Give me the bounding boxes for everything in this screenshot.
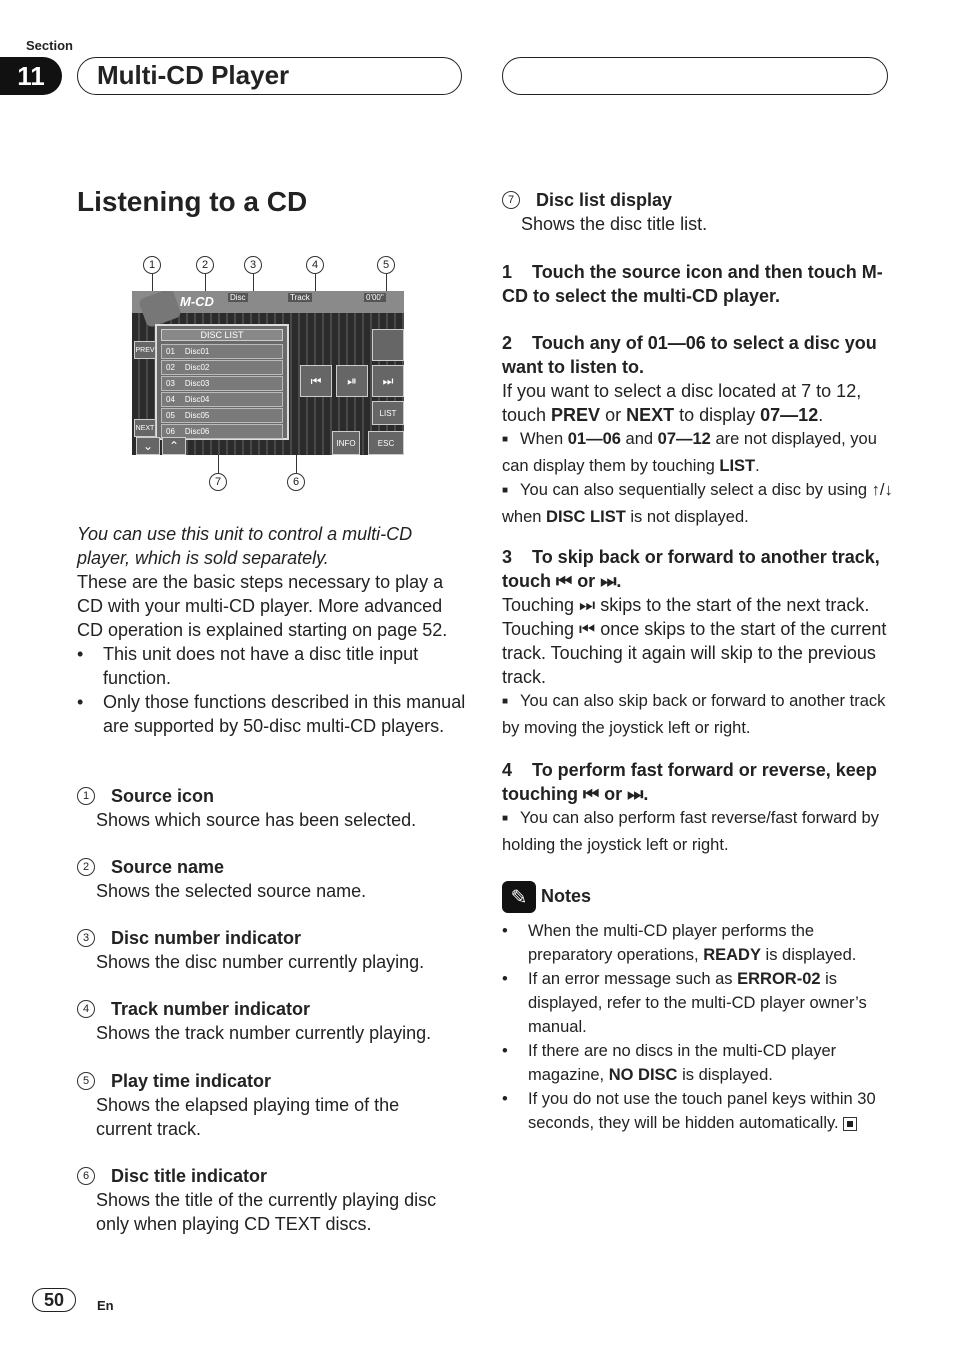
page-number: 50 xyxy=(32,1288,76,1312)
callout-6: 6 xyxy=(287,473,305,491)
legend-item-4: 4 Track number indicator Shows the track number currently playing. xyxy=(77,997,467,1045)
notes-title: Notes xyxy=(541,886,592,906)
list-item: • This unit does not have a disc title input function. xyxy=(77,644,419,688)
list-item[interactable]: 05 Disc05 xyxy=(161,408,283,423)
skip-back-icon: ⏮ xyxy=(310,373,322,388)
end-mark-icon xyxy=(843,1117,857,1131)
next-button[interactable]: NEXT xyxy=(134,419,156,437)
legend-item-1: 1 Source icon Shows which source has been selected. xyxy=(77,784,467,832)
step-1: 1 Touch the source icon and then touch M-CD to select the multi-CD player. xyxy=(502,262,883,306)
page-title: Listening to a CD xyxy=(77,186,308,217)
section-title: Multi-CD Player xyxy=(97,60,290,90)
chevron-up-icon: ⌃ xyxy=(168,439,180,453)
info-button[interactable]: INFO xyxy=(332,431,360,455)
section-label: Section xyxy=(26,38,73,53)
disc-number-tag: Disc xyxy=(230,293,246,302)
source-name: M-CD xyxy=(180,294,214,309)
callout-7: 7 xyxy=(209,473,227,491)
left-column xyxy=(77,522,467,738)
legend-item-6: 6 Disc title indicator Shows the title of the currently playing disc only when playing CD TEXT discs. xyxy=(77,1164,462,1236)
list-item[interactable]: 01 Disc01 xyxy=(161,344,283,359)
callout-1: 1 xyxy=(143,256,161,274)
menu-button[interactable] xyxy=(372,329,404,361)
legend-item-5: 5 Play time indicator Shows the elapsed playing time of the current track. xyxy=(77,1069,452,1141)
step-4: 4 To perform fast forward or reverse, keep touching ⏮ or ⏭. ■ You can also perform fast reverse/fast forward by holding the joystick left or right. xyxy=(502,760,879,854)
list-item[interactable]: 04 Disc04 xyxy=(161,392,283,407)
section-number: 11 xyxy=(0,57,62,95)
callout-4: 4 xyxy=(306,256,324,274)
list-item[interactable]: 03 Disc03 xyxy=(161,376,283,391)
scroll-up-button[interactable] xyxy=(162,437,186,455)
notes-list xyxy=(502,919,894,1135)
chevron-down-icon: ⌄ xyxy=(142,439,154,453)
list-item[interactable]: 02 Disc02 xyxy=(161,360,283,375)
pencil-icon: ✎ xyxy=(502,881,536,913)
section-right-frame xyxy=(502,57,888,95)
list-item: • Only those functions described in this manual are supported by 50-disc multi-CD players. xyxy=(77,692,466,736)
callout-5: 5 xyxy=(377,256,395,274)
callout-2: 2 xyxy=(196,256,214,274)
intro-text: These are the basic steps necessary to play a CD with your multi-CD player. More advanced CD operation is explained starting on page 52. xyxy=(77,572,448,640)
step-3: 3 To skip back or forward to another track, touch ⏮ or ⏭. Touching ⏭ skips to the start of the next track. Touching ⏮ once skips to the start of the current track. Touching it again will skip to the previous track. ■ You can also skip back or forward to another track by moving the joystick left or right. xyxy=(502,547,887,737)
scroll-down-button[interactable] xyxy=(136,437,160,455)
play-pause-button[interactable] xyxy=(336,365,368,397)
list-button[interactable]: LIST xyxy=(372,401,404,425)
play-pause-icon: ⏯ xyxy=(347,373,357,388)
disc-list xyxy=(155,324,289,440)
legend-item-3: 3 Disc number indicator Shows the disc number currently playing. xyxy=(77,926,467,974)
disc-list-title: DISC LIST xyxy=(161,329,283,341)
esc-button[interactable]: ESC xyxy=(368,431,404,455)
multi-cd-screen-figure xyxy=(132,291,404,455)
list-item: • If you do not use the touch panel keys within 30 seconds, they will be hidden automatically. xyxy=(502,1090,876,1132)
step-2: 2 Touch any of 01—06 to select a disc you want to listen to. If you want to select a disc located at 7 to 12, touch PREV or NEXT to display 07—12. ■ When 01—06 and 07—12 are not displayed, you can display them by touching LIST. ■ You can also sequentially select a disc by using ↑/↓ when DISC LIST is not displayed. xyxy=(502,333,893,526)
track-forward-button[interactable] xyxy=(372,365,404,397)
list-item: • When the multi-CD player performs the preparatory operations, READY is displayed. xyxy=(502,922,857,964)
list-item[interactable]: 06 Disc06 xyxy=(161,424,283,439)
skip-forward-icon: ⏭ xyxy=(382,373,394,388)
prev-button[interactable]: PREV xyxy=(134,341,156,359)
play-time-tag: 0'00" xyxy=(366,293,384,302)
callout-3: 3 xyxy=(244,256,262,274)
legend-item-2: 2 Source name Shows the selected source name. xyxy=(77,855,467,903)
language-label: En xyxy=(97,1298,114,1313)
list-item: • If there are no discs in the multi-CD player magazine, NO DISC is displayed. xyxy=(502,1042,837,1084)
track-number-tag: Track xyxy=(290,293,310,302)
track-back-button[interactable] xyxy=(300,365,332,397)
intro-italic: You can use this unit to control a multi-CD player, which is sold separately. xyxy=(77,524,413,568)
legend-item-7: 7 Disc list display Shows the disc title list. xyxy=(502,188,894,236)
list-item: • If an error message such as ERROR-02 is displayed, refer to the multi-CD player owner’s manual. xyxy=(502,970,867,1036)
